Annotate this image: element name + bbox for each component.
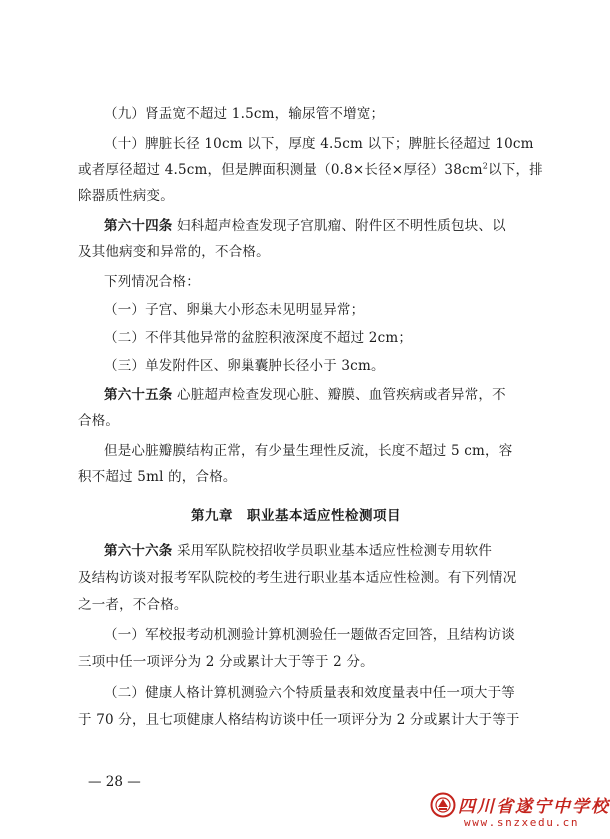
chapter-heading (0, 504, 592, 524)
watermark-logo (430, 790, 610, 834)
test-item-1-line2: 三项中任一项评分为 2 分或累计大于等于 2 分。 (78, 654, 374, 670)
article-64-line2: 及其他病变和异常的，不合格。 (78, 244, 270, 260)
item-10-line2: 或者厚径超过 4.5cm，但是脾面积测量（0.8×长径×厚径）$38cm^2$以下，排 (78, 161, 543, 178)
article-66-line3: 之一者，不合格。 (78, 597, 188, 613)
qualified-intro: 下列情况合格： (104, 274, 200, 290)
chapter-number: 第九章 (191, 508, 233, 524)
school-emblem-icon (430, 792, 456, 818)
item-10-line1: （十）脾脏长径 10cm 以下，厚度 4.5cm 以下；脾脏长径超过 10cm (104, 136, 534, 152)
test-item-2-line2: 于 70 分，且七项健康人格结构访谈中任一项评分为 2 分或累计大于等于 (78, 712, 520, 728)
chapter-title: 职业基本适应性检测项目 (247, 508, 401, 524)
page-number: — 28 — (88, 774, 141, 790)
article-65-line2: 合格。 (78, 413, 120, 429)
article-66-line2: 及结构访谈对报考军队院校的考生进行职业基本适应性检测。有下列情况 (78, 570, 517, 586)
article-64-line1: 第六十四条 妇科超声检查发现子宫肌瘤、附件区不明性质包块、以 (104, 218, 506, 234)
exception-line1: 但是心脏瓣膜结构正常，有少量生理性反流，长度不超过 5 cm，容 (104, 443, 513, 459)
qualified-item-1: （一）子宫、卵巢大小形态未见明显异常； (104, 302, 365, 318)
exception-line2: 积不超过 5ml 的，合格。 (78, 469, 237, 485)
article-64-heading: 第六十四条 (104, 218, 173, 234)
qualified-item-3: （三）单发附件区、卵巢囊肿长径小于 3cm。 (104, 358, 385, 374)
article-66-heading: 第六十六条 (104, 543, 173, 559)
test-item-2-line1: （二）健康人格计算机测验六个特质量表和效度量表中任一项大于等 (104, 685, 515, 701)
article-65-heading: 第六十五条 (104, 387, 173, 403)
article-65-line1: 第六十五条 心脏超声检查发现心脏、瓣膜、血管疾病或者异常，不 (104, 387, 506, 403)
test-item-1-line1: （一）军校报考动机测验计算机测验任一题做否定回答，且结构访谈 (104, 627, 515, 643)
item-9: （九）肾盂宽不超过 1.5cm，输尿管不增宽； (104, 106, 385, 122)
article-66-line1: 第六十六条 采用军队院校招收学员职业基本适应性检测专用软件 (104, 543, 493, 559)
qualified-item-2: （二）不伴其他异常的盆腔积液深度不超过 2cm； (104, 330, 413, 346)
watermark-school-name: 四川省遂宁中学校 (458, 797, 610, 817)
watermark-url: www.snzxedu.cn (464, 816, 580, 829)
item-10-line3: 除器质性病变。 (78, 188, 174, 204)
